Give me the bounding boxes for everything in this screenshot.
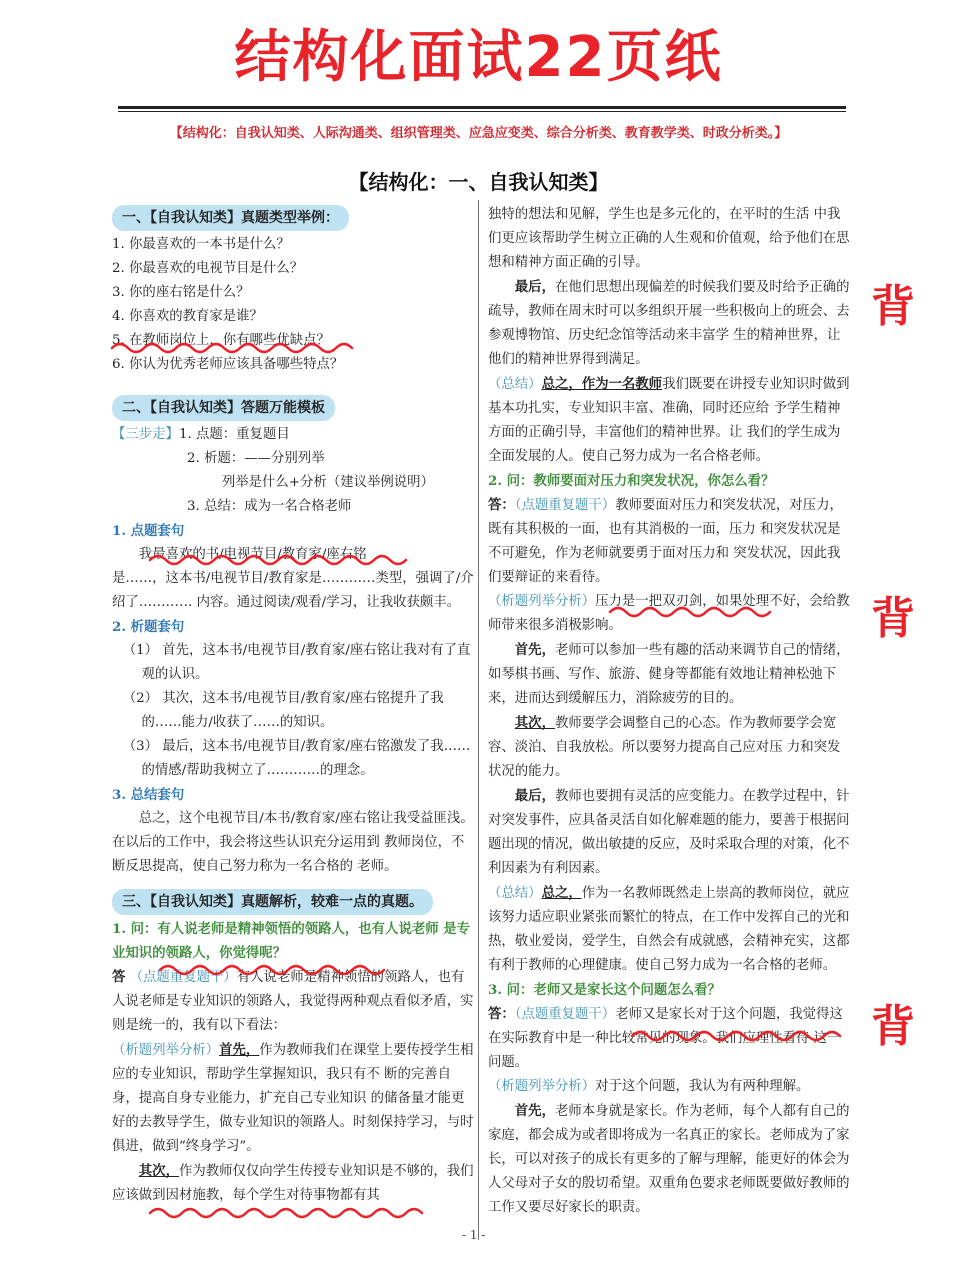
list-item: 2. 你最喜欢的电视节目是什么？ <box>112 261 304 276</box>
q2-analysis: 压力是一把双刃剑，如果处理不好，会给教师带来很多消极影响。 <box>488 594 850 633</box>
first-label: 首先， <box>514 642 555 658</box>
tag-repeat: （点题重复题干） <box>129 970 237 985</box>
wavy-underline <box>150 1209 422 1217</box>
heading-template: 二、【自我认知类】答题万能模板 <box>112 395 335 421</box>
first-label: 首先， <box>219 1042 260 1058</box>
q1-cont: 独特的想法和见解，学生也是多元化的，在平时的生活 中我们更应该帮助学生树立正确的人生观和价值观，给予他们在思想和精神方面正确的引导。 <box>488 207 850 270</box>
second-label: 其次， <box>138 1163 179 1179</box>
tag-repeat: （点题重复题干） <box>514 498 616 513</box>
category-list: 【结构化：自我认知类、人际沟通类、组织管理类、应急应变类、综合分析类、教育教学类、时政分析类。】 <box>169 126 788 141</box>
tag-analysis: （析题列举分析） <box>488 594 596 609</box>
q1-summary: 我们既要在讲授专业知识时做到基本功扎实，专业知识丰富、准确，同时还应给 予学生精神方面的正确引导，丰富他们的精神世界。让 我们的学生成为全面发展的人。使自己努力成为一名合格老师。 <box>488 377 850 464</box>
answer-label: 答： <box>488 497 515 513</box>
q2-summary: 作为一名教师既然走上崇高的教师岗位，就应该努力适应职业紧张而繁忙的特点，在工作中发挥自己的光和热，敬业爱岗，爱学生，自然会有成就感，会精神充实，这都有利于教师的心理健康。使自己努力成为一名合格的老师。 <box>488 886 850 973</box>
question-1: 1. 问：有人说老师是精神领悟的领路人，也有人说老师 是专业知识的领路人，你觉得呢？ <box>112 921 471 961</box>
q2-first: 老师可以参加一些有趣的活动来调节自己的情绪，如琴棋书画、写作、旅游、健身等都能有效地让精神松弛下来，进而达到缓解压力，消除疲劳的目的。 <box>488 643 850 706</box>
xiti-1: （1） 首先，这本书/电视节目/教育家/座右铭让我对有了直观的认识。 <box>122 643 471 682</box>
question-2: 2. 问：教师要面对压力和突发状况，你怎么看？ <box>488 473 775 489</box>
q3-first: 老师本身就是家长。作为老师，每个人都有自己的家庭，都会成为或者即将成为一名真正的家长。老师成为了家长，可以对孩子的成长有更多的了解与理解，能更好的体会为人父母对子女的殷切希望。双重角色要求老师既要做好教师的工作又要尽好家长的职责。 <box>488 1104 850 1215</box>
heading-dianti: 1. 点题套句 <box>112 523 185 539</box>
answer-label: 答： <box>488 1006 515 1022</box>
section-title: 【结构化：一、自我认知类】 <box>348 170 609 194</box>
zongzhi-label: 总之，作为一名教师 <box>541 376 663 392</box>
list-item: 1. 你最喜欢的一本书是什么？ <box>112 237 290 252</box>
tag-repeat: （点题重复题干） <box>514 1007 616 1022</box>
title-rule <box>118 106 846 109</box>
q2-answer: 教师要面对压力和突发状况，对压力，既有其积极的一面，也有其消极的一面，压力 和突发状况是不可避免，作为老师就要勇于面对压力和 突发状况，因此我们要辩证的来看待。 <box>488 498 843 585</box>
zongzhi-label: 总之， <box>541 885 582 901</box>
page-title: 结构化面试22页纸 <box>234 25 723 90</box>
page-number: - 1 - <box>462 1228 486 1242</box>
dianti-line-2: 是……，这本书/电视节目/教育家是…………类型，强调了/介绍了………… 内容。通过阅读/观看/学习，让我收获颇丰。 <box>112 571 474 610</box>
title-rule-thin <box>118 111 846 112</box>
question-3: 3. 问：老师又是家长这个问题怎么看？ <box>488 982 721 998</box>
list-item: 4. 你喜欢的教育家是谁？ <box>112 309 263 324</box>
first-label: 首先， <box>514 1103 555 1119</box>
second-label: 其次， <box>514 715 555 731</box>
tag-analysis: （析题列举分析） <box>488 1079 596 1094</box>
memorize-mark: 背 <box>871 281 915 332</box>
heading-examples: 一、【自我认知类】真题类型举例： <box>112 205 349 231</box>
memorize-mark: 背 <box>871 1001 915 1052</box>
dianti-line-1: 我最喜欢的书/电视节目/教育家/座右铭 <box>138 547 367 562</box>
right-column <box>488 203 852 1220</box>
zongjie-text: 总之，这个电视节目/本书/教育家/座右铭让我受益匪浅。在以后的工作中，我会将这些认识充分运用到 教师岗位，不断反思提高，使自己努力称为一名合格的 老师。 <box>112 811 474 874</box>
q3-answer: 老师又是家长对于这个问题，我觉得这在实际教育中是一种比较常见的现象。我们应理性看待 这一问题。 <box>488 1007 843 1070</box>
step-2: 2. 析题：——分别列举 <box>187 451 325 466</box>
xiti-3: （3） 最后，这本书/电视节目/教育家/座右铭激发了我……的情感/帮助我树立了…………的理念。 <box>122 739 471 778</box>
tag-summary: （总结） <box>488 886 542 901</box>
q3-analysis: 对于这个问题，我认为有两种理解。 <box>595 1079 810 1094</box>
q1-last: 在他们思想出现偏差的时候我们要及时给予正确的疏导，教师在周末时可以多组织开展一些积极向上的班会、去参观博物馆、历史纪念馆等活动来丰富学 生的精神世界，让他们的精神世界得到满足。 <box>488 280 850 367</box>
q2-second: 教师要学会调整自己的心态。作为教师要学会宽容、淡泊、自我放松。所以要努力提高自己应对压 力和突发状况的能力。 <box>488 716 841 779</box>
column-divider <box>478 200 479 1240</box>
list-item: 6. 你认为优秀老师应该具备哪些特点？ <box>112 357 344 372</box>
three-step-tag: 【三步走】 <box>112 427 179 442</box>
heading-analysis: 三、【自我认知类】真题解析，较难一点的真题。 <box>112 889 433 915</box>
xiti-2: （2） 其次，这本书/电视节目/教育家/座右铭提升了我的……能力/收获了……的知识。 <box>122 691 444 730</box>
q1-answer: 有人说老师是精神领悟的领路人，也有人说老师是专业知识的领路人，我觉得两种观点看似矛盾，实则是统一的，我有以下看法： <box>112 970 474 1033</box>
q1-second: 作为教师仅仅向学生传授专业知识是不够的，我们应该做到因材施教，每个学生对待事物都有其 <box>112 1164 474 1203</box>
memorize-mark: 背 <box>871 593 915 644</box>
step-3: 3. 总结：成为一名合格老师 <box>187 499 352 514</box>
heading-zongjie: 3. 总结套句 <box>112 787 185 803</box>
answer-label: 答 <box>112 969 126 985</box>
last-label: 最后， <box>514 279 555 295</box>
q1-first: 作为教师我们在课堂上要传授学生相应的专业知识，帮助学生掌握知识，我只有不 断的完善自身，提高自身专业能力，扩充自己专业知识 的储备量才能更好的去教导学生，做专业知识的领路人。时刻保持学习，与时俱进，做到“终身学习”。 <box>112 1043 474 1154</box>
heading-xiti: 2. 析题套句 <box>112 619 185 635</box>
tag-summary: （总结） <box>488 377 542 392</box>
left-column <box>112 203 474 1208</box>
list-item: 5. 在教师岗位上，你有哪些优缺点？ <box>112 333 330 348</box>
step-1: 1. 点题：重复题目 <box>178 427 290 442</box>
q2-last: 教师也要拥有灵活的应变能力。在教学过程中，针对突发事件，应具备灵活自如化解难题的能力，要善于根据问题出现的情况，做出敏捷的反应，及时采取合理的对策，化不利因素为有利因素。 <box>488 789 850 876</box>
tag-analysis: （析题列举分析） <box>112 1043 220 1058</box>
step-2-detail: 列举是什么+分析（建议举例说明） <box>221 475 434 490</box>
list-item: 3. 你的座右铭是什么？ <box>112 285 250 300</box>
last-label: 最后， <box>514 788 555 804</box>
